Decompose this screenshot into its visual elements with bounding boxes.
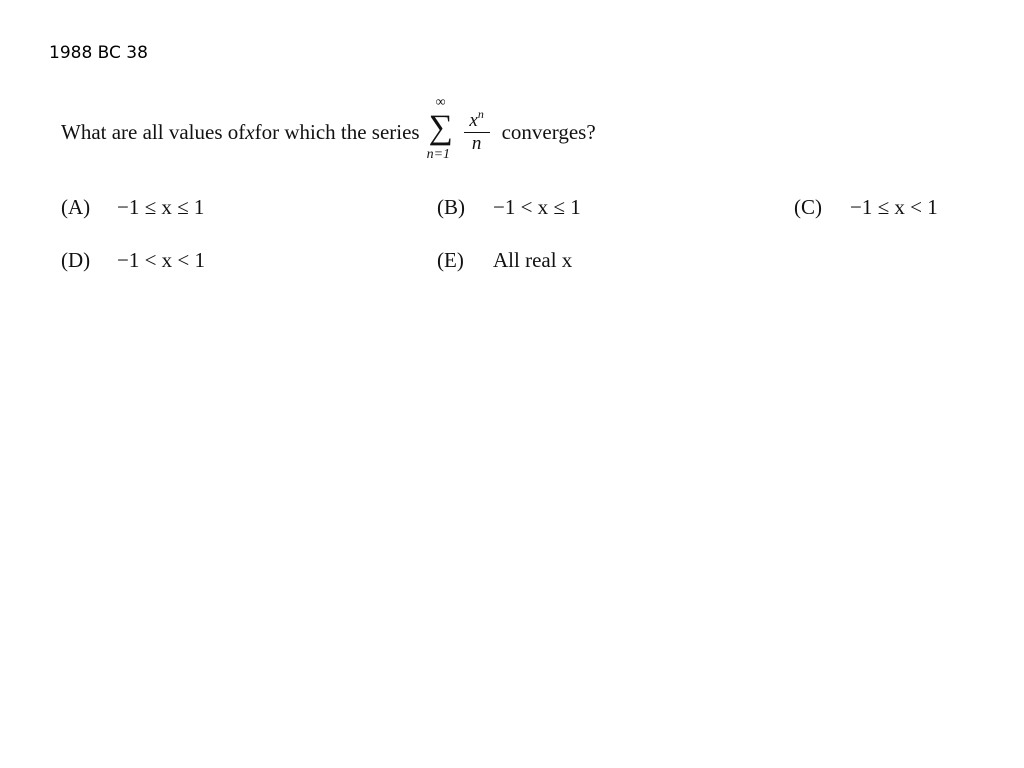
choice-expression: −1 ≤ x ≤ 1 bbox=[117, 195, 205, 219]
numerator-exponent: n bbox=[477, 107, 484, 122]
summation-lower-limit: n=1 bbox=[426, 147, 451, 162]
question-suffix: converges? bbox=[501, 119, 596, 144]
choice-expression: −1 < x < 1 bbox=[117, 248, 206, 272]
choice-expression: All real x bbox=[493, 248, 573, 272]
choice-expression: −1 < x ≤ 1 bbox=[493, 195, 581, 219]
summation-upper-limit: ∞ bbox=[435, 95, 446, 110]
choice-letter: (A) bbox=[61, 195, 91, 219]
question-prefix: What are all values of bbox=[61, 119, 246, 144]
fraction-denominator: n bbox=[471, 133, 482, 155]
answer-choice-a[interactable] bbox=[61, 195, 204, 220]
numerator-base: x bbox=[469, 110, 478, 132]
choice-letter: (E) bbox=[437, 248, 464, 272]
choice-letter: (D) bbox=[61, 248, 91, 272]
choice-letter: (B) bbox=[437, 195, 465, 219]
answer-choice-b[interactable] bbox=[437, 195, 581, 220]
problem-label: 1988 BC 38 bbox=[49, 43, 148, 63]
choice-expression: −1 ≤ x < 1 bbox=[850, 195, 938, 219]
summation-symbol: ∑ bbox=[428, 109, 453, 146]
answer-choice-c[interactable] bbox=[794, 195, 938, 220]
question-middle: for which the series bbox=[254, 119, 420, 144]
answer-choice-d[interactable] bbox=[61, 248, 205, 273]
series-term-fraction bbox=[464, 108, 490, 156]
question-stem bbox=[61, 96, 596, 168]
answer-choice-e[interactable] bbox=[437, 248, 572, 273]
fraction-numerator bbox=[467, 108, 485, 132]
question-variable: x bbox=[245, 119, 255, 144]
summation bbox=[426, 96, 460, 168]
choice-letter: (C) bbox=[794, 195, 822, 219]
